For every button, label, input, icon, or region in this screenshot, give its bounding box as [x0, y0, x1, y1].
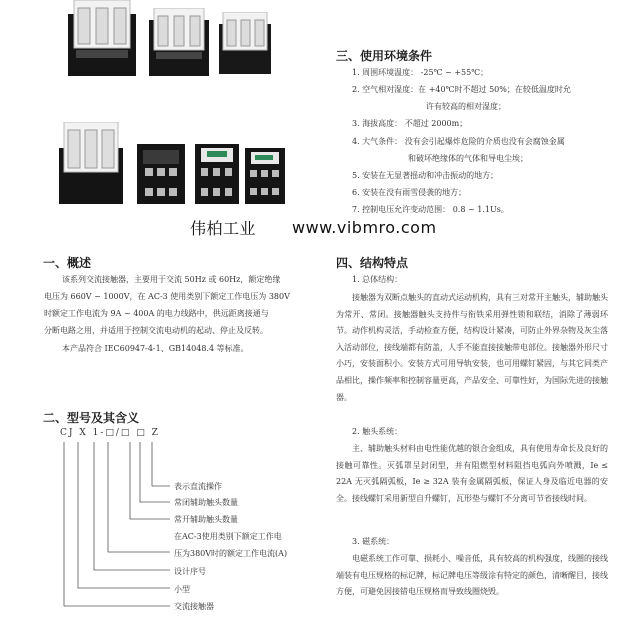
overview-line: 时额定工作电流为 9A ~ 400A 的电力线路中，供远距离接通与 — [44, 309, 269, 318]
structure-contact-title: 2. 触头系统： — [352, 427, 403, 436]
model-bracket-lines — [60, 440, 172, 612]
env-item: 7. 控制电压允许变动范围： 0.8 ~ 1.1Us。 — [352, 205, 509, 214]
overview-section-title: 一、概述 — [43, 256, 92, 270]
overview-line: 该系列交流接触器，主要用于交流 50Hz 或 60Hz，额定绝缘 — [62, 275, 281, 284]
model-label-current-2: 压为380V时的额定工作电流(A) — [174, 549, 288, 558]
env-item: 2. 空气相对湿度：在 +40℃时不超过 50%；在较低温度时允 — [352, 85, 571, 94]
model-label-dc: 表示直流操作 — [174, 482, 222, 491]
env-item: 6. 安装在没有雨雪侵袭的地方； — [352, 188, 467, 197]
watermark-url: www.vibmro.com — [292, 218, 437, 237]
structure-section-title: 四、结构特点 — [336, 256, 409, 270]
contactor-photo-medium — [148, 8, 210, 78]
structure-magnet-title: 3. 磁系统： — [352, 537, 395, 546]
model-label-nc: 常闭辅助触头数量 — [174, 498, 238, 507]
env-item: 1. 周围环境温度： -25℃ ~ +55℃； — [352, 68, 489, 77]
structure-general-text: 接触器为双断点触头的直动式运动机构，具有三对常开主触头，辅助触头为常开、常闭。接触器触头支持件与衔铁采用弹性锁和联结，消除了薄弱环节。动作机构灵活，手动检查方便，结构设计紧凑，可防止外界杂物及灰尘落入活动部位，接线端都有防盖，人手不能直接接触带电部位。接触器外形尺寸小巧，安装面积小。安装方式可用导轨安装，也可用螺钉紧固，与其它同类产品相比，操作频率和控制容量更高，产品安全、可靠性好，为国际先进的接触器。 — [336, 293, 608, 402]
env-section-title: 三、使用环境条件 — [336, 49, 433, 63]
structure-magnet-text: 电磁系统工作可靠、损耗小、噪音低，具有较高的机构强度，线圈的接线端装有电压规格的标记牌，标记牌电压等级涂有特定的颜色，清晰醒目，接线方便，可避免因接错电压规格而导致线圈烧毁。 — [336, 554, 608, 597]
model-label-serial: 设计序号 — [174, 567, 206, 576]
model-label-small: 小型 — [174, 585, 190, 594]
watermark-brand: 伟柏工业 — [190, 219, 257, 238]
overview-line: 电压为 660V ~ 1000V，在 AC-3 使用类别下额定工作电压为 380V — [44, 292, 290, 301]
env-item: 5. 安装在无显著摇动和冲击振动的地方； — [352, 171, 499, 180]
model-label-no: 常开辅助触头数量 — [174, 515, 238, 524]
env-item: 3. 海拔高度： 不超过 2000m； — [352, 119, 468, 128]
structure-contact-text: 主、辅助触头材料由电性能优越的银合金组成，具有使用寿命长及良好的接触可靠性。灭弧罩呈封闭型，并有阻燃型材料阻挡电弧向外喷溅，Ie ≤ 22A 无灭弧隔弧板，Ie ≥ 32A 装有金属隔弧板，保证人身及临近电器的安全。接线螺钉采用新型自升螺钉，瓦形垫与螺钉不分离可节省接线时间。 — [336, 444, 608, 503]
contactor-photo-large — [66, 0, 138, 78]
contactor-photo-black-2 — [193, 140, 241, 206]
model-code: CJ X 1-□/□ □ Z — [60, 428, 160, 438]
contactor-photo-black-1 — [135, 140, 187, 206]
env-item: 和破坏绝缘体的气体和导电尘埃； — [408, 154, 528, 163]
model-label-ac: 交流接触器 — [174, 602, 214, 611]
model-section-title: 二、型号及其含义 — [43, 411, 140, 425]
contactor-photo-white — [58, 122, 124, 206]
contactor-photo-black-3 — [243, 144, 287, 206]
overview-line: 分断电路之用，并适用于控制交流电动机的起动、停止及反转。 — [44, 326, 268, 335]
model-label-current-1: 在AC-3使用类别下额定工作电 — [174, 532, 282, 541]
overview-line: 本产品符合 IEC60947-4-1、GB14048.4 等标准。 — [62, 344, 249, 353]
structure-general-title: 1. 总体结构： — [352, 275, 403, 284]
env-item: 4. 大气条件： 没有会引起爆炸危险的介质也没有会腐蚀金属 — [352, 137, 565, 146]
contactor-photo-small — [218, 12, 272, 76]
env-item: 许有较高的相对湿度； — [426, 102, 506, 111]
